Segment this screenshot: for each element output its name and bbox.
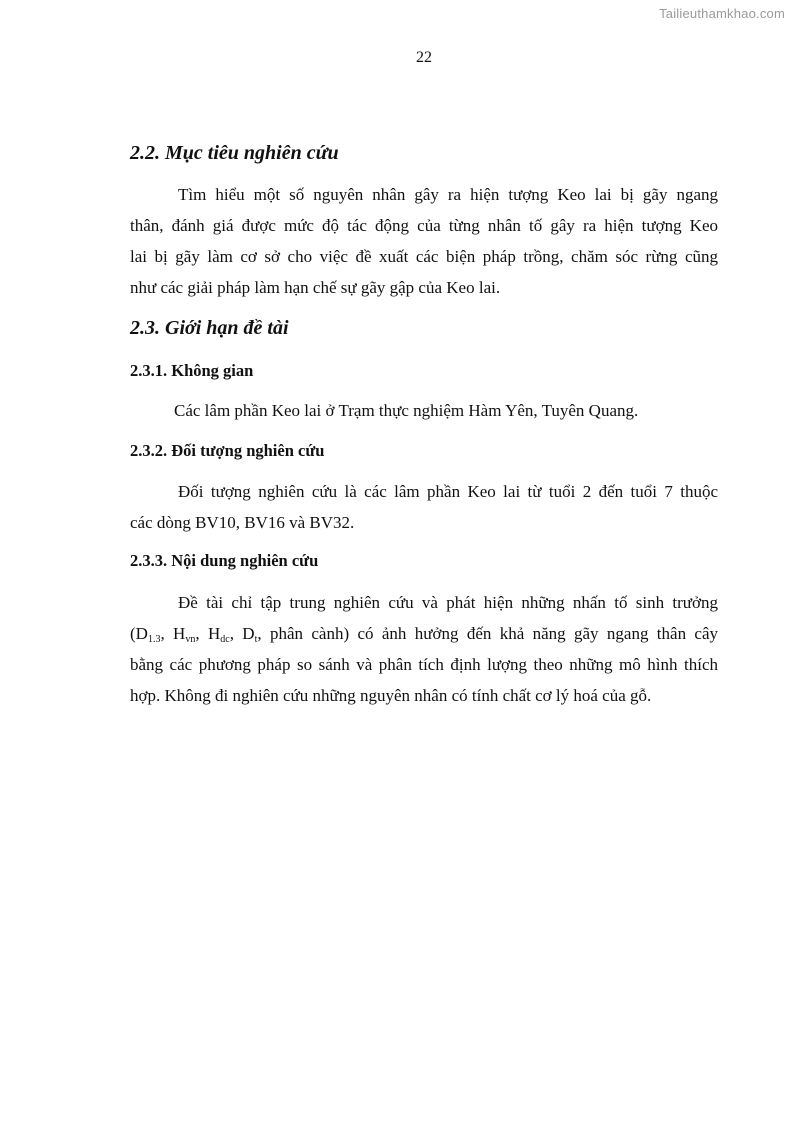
paragraph-line: lai bị gãy làm cơ sở cho việc đề xuất các biện pháp trồng, chăm sóc rừng cũng <box>130 247 718 266</box>
paragraph-line-formula: ($D_{1.3}$, $H_{vn}$, $H_{dc}$, $D_t$, phân cành) có ảnh hưởng đến khả năng gãy ngang thân cây <box>130 624 719 645</box>
heading-2-2: 2.2. Mục tiêu nghiên cứu <box>130 142 339 164</box>
paragraph-2-3-3 <box>130 587 718 711</box>
paragraph-2-3-2 <box>130 476 718 538</box>
heading-2-3-3: 2.3.3. Nội dung nghiên cứu <box>130 551 319 570</box>
paragraph-2-2 <box>130 179 718 303</box>
watermark: Tailieuthamkhao.com <box>659 6 785 21</box>
heading-2-3: 2.3. Giới hạn đề tài <box>130 317 289 339</box>
page-number: 22 <box>416 49 432 66</box>
paragraph-line: như các giải pháp làm hạn chế sự gãy gập của Keo lai. <box>130 278 501 297</box>
paragraph-line: Tìm hiểu một số nguyên nhân gây ra hiện tượng Keo lai bị gãy ngang <box>178 185 718 204</box>
paragraph-line: Đề tài chỉ tập trung nghiên cứu và phát hiện những nhấn tố sinh trưởng <box>178 593 718 612</box>
heading-2-3-1: 2.3.1. Không gian <box>130 361 254 380</box>
paragraph-line: Đối tượng nghiên cứu là các lâm phần Keo lai từ tuổi 2 đến tuổi 7 thuộc <box>178 482 718 501</box>
paragraph-line: bằng các phương pháp so sánh và phân tích định lượng theo những mô hình thích <box>130 655 718 674</box>
paragraph-line: thân, đánh giá được mức độ tác động của từng nhân tố gây ra hiện tượng Keo <box>130 216 718 235</box>
paragraph-line: các dòng BV10, BV16 và BV32. <box>130 513 355 532</box>
paragraph-2-3-1: Các lâm phần Keo lai ở Trạm thực nghiệm Hàm Yên, Tuyên Quang. <box>174 401 639 420</box>
heading-2-3-2: 2.3.2. Đối tượng nghiên cứu <box>130 441 325 460</box>
paragraph-line: hợp. Không đi nghiên cứu những nguyên nhân có tính chất cơ lý hoá của gỗ. <box>130 686 652 705</box>
